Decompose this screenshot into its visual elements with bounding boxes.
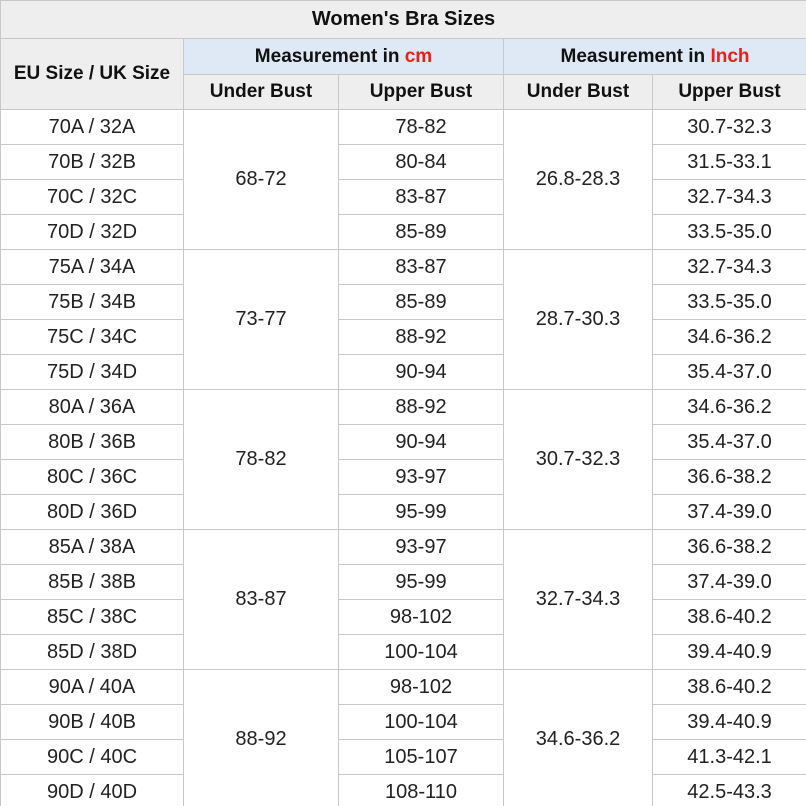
under-bust-cm-cell: 73-77 xyxy=(184,250,339,390)
upper-bust-inch-cell: 42.5-43.3 xyxy=(653,775,806,806)
size-cell: 75C / 34C xyxy=(1,320,184,355)
table-row xyxy=(1,285,806,320)
upper-bust-cm-cell: 90-94 xyxy=(339,355,504,390)
table-header xyxy=(1,1,806,110)
table-row xyxy=(1,670,806,705)
upper-bust-inch-cell: 32.7-34.3 xyxy=(653,180,806,215)
upper-bust-cm-cell: 90-94 xyxy=(339,425,504,460)
table-row xyxy=(1,460,806,495)
group-header-row xyxy=(1,39,806,75)
table-title: Women's Bra Sizes xyxy=(1,1,806,39)
size-cell: 80B / 36B xyxy=(1,425,184,460)
upper-bust-inch-cell: 33.5-35.0 xyxy=(653,285,806,320)
upper-bust-inch-cell: 37.4-39.0 xyxy=(653,495,806,530)
table-row xyxy=(1,740,806,775)
size-cell: 90D / 40D xyxy=(1,775,184,806)
table-row xyxy=(1,355,806,390)
table-row xyxy=(1,110,806,145)
upper-bust-cm-cell: 88-92 xyxy=(339,390,504,425)
size-column-header: EU Size / UK Size xyxy=(1,39,184,110)
under-bust-cm-cell: 68-72 xyxy=(184,110,339,250)
upper-bust-inch-cell: 32.7-34.3 xyxy=(653,250,806,285)
under-bust-inch-cell: 26.8-28.3 xyxy=(504,110,653,250)
under-bust-cm-cell: 88-92 xyxy=(184,670,339,806)
size-cell: 85D / 38D xyxy=(1,635,184,670)
upper-bust-inch-cell: 36.6-38.2 xyxy=(653,460,806,495)
upper-bust-inch-cell: 38.6-40.2 xyxy=(653,670,806,705)
upper-bust-inch-cell: 38.6-40.2 xyxy=(653,600,806,635)
size-cell: 70A / 32A xyxy=(1,110,184,145)
upper-bust-cm-cell: 85-89 xyxy=(339,215,504,250)
table-row xyxy=(1,705,806,740)
upper-bust-inch-cell: 34.6-36.2 xyxy=(653,320,806,355)
upper-bust-cm-cell: 80-84 xyxy=(339,145,504,180)
cm-upper-bust-header: Upper Bust xyxy=(339,75,504,110)
table-row xyxy=(1,530,806,565)
upper-bust-inch-cell: 35.4-37.0 xyxy=(653,425,806,460)
table-row xyxy=(1,250,806,285)
under-bust-inch-cell: 28.7-30.3 xyxy=(504,250,653,390)
size-cell: 80A / 36A xyxy=(1,390,184,425)
upper-bust-inch-cell: 35.4-37.0 xyxy=(653,355,806,390)
upper-bust-inch-cell: 39.4-40.9 xyxy=(653,705,806,740)
size-cell: 75A / 34A xyxy=(1,250,184,285)
under-bust-inch-cell: 34.6-36.2 xyxy=(504,670,653,806)
table-row xyxy=(1,600,806,635)
cm-group-prefix: Measurement in xyxy=(254,45,405,67)
size-cell: 85B / 38B xyxy=(1,565,184,600)
upper-bust-cm-cell: 105-107 xyxy=(339,740,504,775)
upper-bust-cm-cell: 98-102 xyxy=(339,600,504,635)
upper-bust-cm-cell: 88-92 xyxy=(339,320,504,355)
upper-bust-cm-cell: 93-97 xyxy=(339,460,504,495)
table-row xyxy=(1,320,806,355)
size-cell: 90B / 40B xyxy=(1,705,184,740)
table-row xyxy=(1,215,806,250)
size-cell: 85C / 38C xyxy=(1,600,184,635)
upper-bust-inch-cell: 31.5-33.1 xyxy=(653,145,806,180)
under-bust-inch-cell: 32.7-34.3 xyxy=(504,530,653,670)
size-cell: 70D / 32D xyxy=(1,215,184,250)
upper-bust-cm-cell: 83-87 xyxy=(339,180,504,215)
cm-unit-label: cm xyxy=(404,45,433,67)
under-bust-cm-cell: 78-82 xyxy=(184,390,339,530)
upper-bust-cm-cell: 100-104 xyxy=(339,705,504,740)
upper-bust-cm-cell: 85-89 xyxy=(339,285,504,320)
title-row xyxy=(1,1,806,39)
upper-bust-cm-cell: 100-104 xyxy=(339,635,504,670)
table-row xyxy=(1,565,806,600)
table-row xyxy=(1,635,806,670)
size-cell: 85A / 38A xyxy=(1,530,184,565)
table-row xyxy=(1,495,806,530)
upper-bust-inch-cell: 39.4-40.9 xyxy=(653,635,806,670)
inch-under-bust-header: Under Bust xyxy=(504,75,653,110)
upper-bust-inch-cell: 36.6-38.2 xyxy=(653,530,806,565)
upper-bust-cm-cell: 108-110 xyxy=(339,775,504,806)
upper-bust-cm-cell: 83-87 xyxy=(339,250,504,285)
size-cell: 90A / 40A xyxy=(1,670,184,705)
upper-bust-inch-cell: 34.6-36.2 xyxy=(653,390,806,425)
inch-group-header xyxy=(504,39,806,75)
cm-under-bust-header: Under Bust xyxy=(184,75,339,110)
size-cell: 70B / 32B xyxy=(1,145,184,180)
cm-group-header xyxy=(184,39,504,75)
upper-bust-inch-cell: 41.3-42.1 xyxy=(653,740,806,775)
size-cell: 75D / 34D xyxy=(1,355,184,390)
upper-bust-inch-cell: 30.7-32.3 xyxy=(653,110,806,145)
table-body xyxy=(1,110,806,806)
under-bust-cm-cell: 83-87 xyxy=(184,530,339,670)
table-row xyxy=(1,145,806,180)
size-cell: 80C / 36C xyxy=(1,460,184,495)
size-cell: 80D / 36D xyxy=(1,495,184,530)
table-row xyxy=(1,775,806,806)
table-row xyxy=(1,425,806,460)
under-bust-inch-cell: 30.7-32.3 xyxy=(504,390,653,530)
size-cell: 90C / 40C xyxy=(1,740,184,775)
size-cell: 75B / 34B xyxy=(1,285,184,320)
table-row xyxy=(1,390,806,425)
upper-bust-cm-cell: 93-97 xyxy=(339,530,504,565)
upper-bust-inch-cell: 37.4-39.0 xyxy=(653,565,806,600)
upper-bust-cm-cell: 95-99 xyxy=(339,495,504,530)
size-cell: 70C / 32C xyxy=(1,180,184,215)
table-row xyxy=(1,180,806,215)
upper-bust-inch-cell: 33.5-35.0 xyxy=(653,215,806,250)
inch-unit-label: Inch xyxy=(710,45,750,67)
upper-bust-cm-cell: 95-99 xyxy=(339,565,504,600)
upper-bust-cm-cell: 78-82 xyxy=(339,110,504,145)
upper-bust-cm-cell: 98-102 xyxy=(339,670,504,705)
inch-upper-bust-header: Upper Bust xyxy=(653,75,806,110)
inch-group-prefix: Measurement in xyxy=(560,45,711,67)
